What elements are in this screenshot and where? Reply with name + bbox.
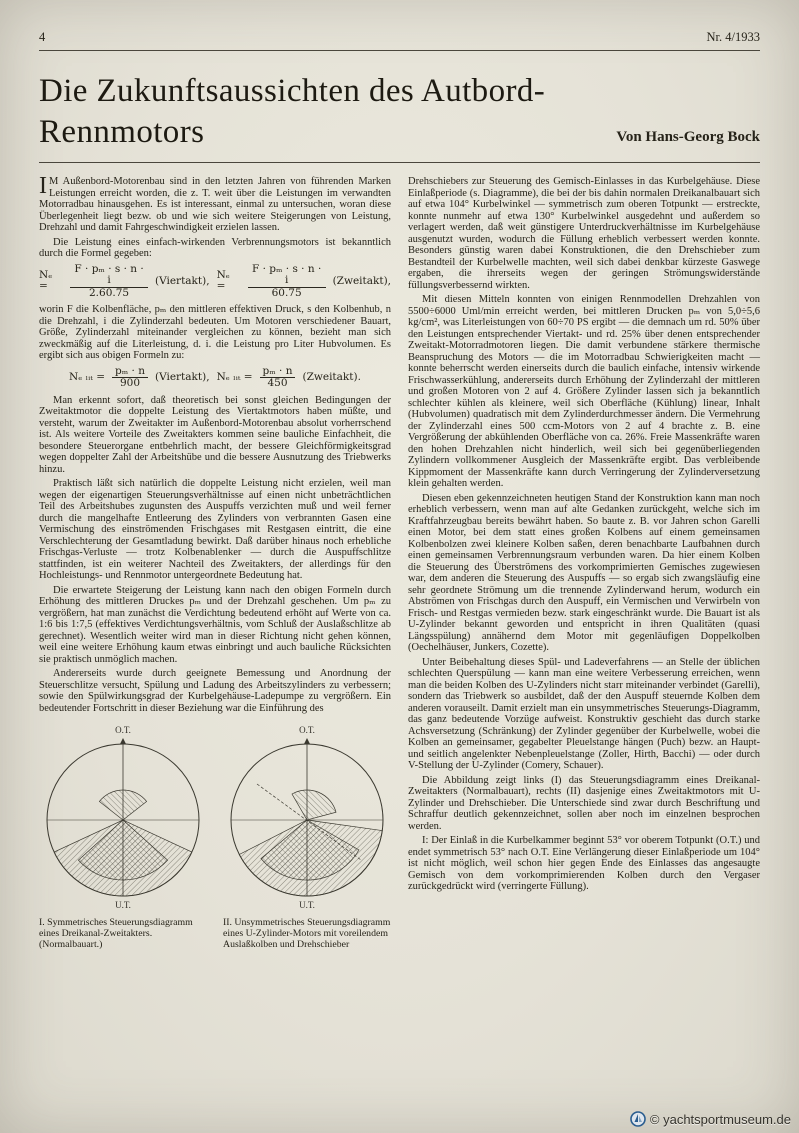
denominator: 450 [267, 377, 288, 390]
ot-label: O.T. [299, 725, 315, 736]
article-body [39, 173, 760, 951]
watermark [630, 1111, 791, 1127]
paragraph: I: Der Einlaß in die Kurbelkammer beginnt 53° vor oberem Totpunkt (O.T.) und endet symmetrisch 53° nach O.T. Eine Verlängerung dieser Einlaßperiode um 104° ist nicht möglich, weil schon hier gegen Ende des Einlasses das angesaugte Gemisch von dem vorkomprimierenden Kolben durch den Vergaser zurückgedrückt wird (verringerte Füllung). [408, 835, 760, 892]
paragraph: Mit diesen Mitteln konnten von einigen Rennmodellen Drehzahlen von 5500÷6000 Uml/min erreicht werden, bei mittleren Drucken pₘ von 5,0÷5,6 kg/cm², was Literleistungen von 60÷70 PS ergibt — die demnach um rd. 50% über den Leistungen entsprechender Viertakt- und rd. 25% über denen entsprechender Zweitakt-Motorradmotoren liegen. Die damit verbundene stärkere thermische Beanspruchung des Motors — die im Motorradbau Schwierigkeiten macht — konnte beherrscht werden einerseits durch die baulich einfache, intensiv wirkende Frischwasserkühlung, andererseits durch Erhöhung der Zylinderzahl der mittleren und großen Motoren von 2 auf 4. Größere Zylinder lassen sich ja bekanntlich schlechter kühlen als kleinere, weil sich Oberfläche (Kühlung) linear, Inhalt (Hubvolumen) quadratisch mit dem Zylinderdurchmesser ändern. Die Vermehrung der Zylinderzahl eines 500 ccm-Motors von 2 auf 4 brachte z. B. eine Vergrößerung der abkühlenden Oberfläche von ca. 26%. Freie Massenkräfte waren den hohen Drehzahlen nicht hinderlich, weil sich bei gegenüberliegenden Zylindern vollkommener Ausgleich der Massenkräfte ergibt. Das verbleibende Kippmoment der Massenkräfte kann durch Verringerung der Zylinderversetzung klein gehalten werden. [408, 294, 760, 489]
paragraph-text: M Außenbord-Motorenbau sind in den letzten Jahren von führenden Marken Leistungen erreicht worden, die z. T. weit über die Leistungen im verwandten Motorradbau hinausgehen. Es ist interessant, einmal zu untersuchen, woran diese Überlegenheit liegt bezw. ob und wie sich weitere Steigerungen von Leistung, Drehzahl und damit Fahrgeschwindigkeit erzielen lassen. [39, 176, 391, 233]
watermark-text: © yachtsportmuseum.de [649, 1111, 791, 1127]
title-line-2: Rennmotors [39, 114, 205, 150]
paragraph [39, 173, 391, 234]
paragraph: Drehschiebers zur Steuerung des Gemisch-Einlasses in das Kurbelgehäuse. Diese Einlaßperiode (s. Diagramme), die bei der bis dahin normalen Dreikanalbauart sich auf etwa 104° Kurbelwinkel — symmetrisch zum oberen Totpunkt — erstreckte, konnte nunmehr auf etwa 130° Kurbelwinkel ausgedehnt und außerdem so verlagert werden, daß weit günstigere Unterdruckverhältnisse im Kurbelgehäuse ausgenutzt wurden, wodurch die Füllung erheblich verbessert werden konnte. Besonders günstig waren dabei Konstruktionen, die den Drehschieber zum Bestandteil der Kurbelwelle machten, weil sich dabei denkbar kürzeste Gaswege ergaben, die ihrerseits wegen der geringen Strömungswiderstände füllungsverbessernd wirkten. [408, 176, 760, 291]
ut-label: U.T. [299, 900, 315, 911]
numerator: F · pₘ · s · n · i [248, 264, 326, 288]
masthead-rule [39, 162, 760, 163]
formula-lhs: Nₑ = [39, 268, 53, 293]
caption-diagram-i: I. Symmetrisches Steuerungsdiagramm eines Dreikanal-Zweitakters. (Normalbauart.) [39, 917, 193, 951]
numerator: pₘ · n [260, 366, 296, 379]
page-header [39, 30, 760, 45]
formula-tag: (Zweitakt), [332, 274, 392, 287]
header-rule [39, 50, 760, 51]
timing-diagrams [39, 722, 391, 914]
formula-lhs: Nₑ = [216, 268, 230, 293]
paragraph: Andererseits wurde durch geeignete Bemessung und Anordnung der Steuerschlitze versucht, Spülung und Ladung des Arbeitszylinders zu verbessern; sowie den Spülwirkungsgrad der Kurbelgehäuse-Ladepumpe zu vergrößern. Ein bedeutender Fortschritt in dieser Beziehung war die Einführung des [39, 668, 391, 714]
fraction [260, 366, 296, 390]
paragraph: Unter Beibehaltung dieses Spül- und Ladeverfahrens — an Stelle der üblichen schlechten Querspülung — kann man eine weitere Verbesserung erreichen, wenn man die beiden Kolben des U-Zylinders nicht starr miteinander verbindet (Garelli), sondern das Triebwerk so ausbildet, daß der den Auspuff steuernde Kolben dem anderen vorauseilt. Damit erzielt man ein unsymmetrisches Steuerungs-Diagramm, das ganz bedeutende Vorzüge aufweist. Konstruktiv geschieht das durch starke Achsversetzung (Schränkung) der Zylinder gegenüber der Kurbelwelle, wobei die Kolben an gemeinsamer, gegabelter Pleuelstange hängen (Puch) bezw. an Haupt- und seitlich angelenkter Nebenpleuelstange (Zoller, Hirth, Bacchi) — oder durch V-Stellung der U-Zylinder (Comery, Schauer). [408, 656, 760, 771]
paragraph: Diesen eben gekennzeichneten heutigen Stand der Konstruktion kann man noch erheblich verbessern, wenn man auf alte Gedanken zurückgeht, welche sich im Kraftfahrzeugbau bereits bewährt haben. So baute z. B. vor Jahren schon Garelli einen Motor, bei dem statt eines großen Kolbens auf einem gemeinsamen Kolbenbolzen zwei kleinere Kolben saßen, deren benachbarte Laufbahnen durch einen gemeinsamen Verbrennungsraum verbunden waren. Da hier einem Kolben die Steuerung des Überströmens des vorkomprimierten Gemisches zugewiesen war, dem anderen die Steuerung des Auspuffs — so ergab sich zwangsläufig eine sehr geordnete Strömung um die trennende Zylinderwand herum, wodurch ein Abströmen von Frischgas durch den Auspuff, ein Vermischen und Verwirbeln von Frisch- und Restgas vermieden bezw. stark eingeschränkt wurde. Die Bauart ist als U-Zylinder bekannt geworden und entspricht in ihren Qualitäten (quasi Längsspülung) annähernd dem Motor mit gegenläufigen Doppelkolben (Oechelhäuser, Junkers, Cozette). [408, 492, 760, 653]
paragraph: Praktisch läßt sich natürlich die doppelte Leistung nicht erzielen, weil man wegen der eigenartigen Steuerungsverhältnisse auf einen nicht unbeträchtlichen Teil des Arbeitshubes zugunsten des Auspuffs verzichten muß und weil ferner durch die mangelhafte Entleerung des Zylinders von verbrannten Gasen eine Vermischung des einströmenden Frischgases mit Restgasen eintritt, die eine Verschlechterung der Gesamtladung bewirkt. Daß darüber hinaus noch erhebliche Frischgas-Verluste — trotz Kolbenablenker — durch die Auspuffschlitze stattfinden, ist ein weiterer Nachteil des Zweitakters, der allerdings für den Hochleistungs- und Rennmotor untergeordnete Bedeutung hat. [39, 478, 391, 582]
diagram-i-figure [39, 722, 207, 914]
paragraph: Die erwartete Steigerung der Leistung kann nach den obigen Formeln durch Erhöhung des mittleren Druckes pₘ und der Drehzahl geschehen. Um pₘ zu vergrößern, hat man zunächst die Verdichtung bedeutend erhöht auf Werte von ca. 1:6 bis 1:7,5 (effektives Verdichtungsverhältnis, vom Schluß der Auslaßschlitze ab gerechnet). Wesentlich weiter wird man in dieser Richtung nicht gehen können, weil eine weitere Erhöhung kaum etwas einbringt und auch bauliche Rücksichten sie praktisch unmöglich machen. [39, 584, 391, 665]
denominator: 60.75 [271, 286, 302, 299]
paragraph: Die Leistung eines einfach-wirkenden Verbrennungsmotors ist bekanntlich durch die Formel gegeben: [39, 236, 391, 259]
ot-arrow-icon [120, 738, 126, 744]
left-column [39, 173, 392, 951]
formula-lhs: Nₑ ₗᵢₜ = [216, 370, 253, 383]
formula-tag: (Viertakt), [154, 370, 210, 383]
fraction [248, 264, 326, 300]
issue-number: Nr. 4/1933 [706, 30, 760, 44]
denominator: 900 [119, 377, 141, 390]
ot-arrow-icon [304, 738, 310, 744]
formula-tag: (Zweitakt). [302, 370, 361, 383]
figure-captions [39, 917, 391, 950]
formula-lhs: Nₑ ₗᵢₜ = [69, 370, 106, 383]
diagram-ii-figure [223, 722, 391, 914]
paragraph: Die Abbildung zeigt links (I) das Steuerungsdiagramm eines Dreikanal-Zweitakters (Normalbauart), rechts (II) dasjenige eines Zweitaktmotors mit U-Zylinder und Drehschieber. Die Unterschiede sind zwar durch Beschriftung und Schraffur deutlich gekennzeichnet, sollen aber noch im einzelnen besprochen werden. [408, 774, 760, 832]
ot-label: O.T. [115, 725, 131, 736]
numerator: pₘ · n [112, 366, 148, 379]
formula-nelit [39, 366, 391, 390]
page-number: 4 [39, 30, 46, 44]
paragraph: worin F die Kolbenfläche, pₘ den mittleren effektiven Druck, s den Kolbenhub, n die Drehzahl, i die Zylinderzahl bedeuten. Um Motoren verschiedener Bauart, Größe, Zylinderzahl miteinander vergleichen zu können, bezieht man sich zweckmäßig auf die Literleistung, d. i. die Leistung pro Liter Hubvolumen. Es ergibt sich aus obigen Formeln zu: [39, 304, 391, 362]
masthead [39, 71, 760, 153]
fraction [112, 366, 148, 390]
formula-tag: (Viertakt), [154, 274, 210, 287]
drop-cap: I [39, 173, 47, 199]
right-column [408, 176, 760, 950]
numerator: F · pₘ · s · n · i [70, 264, 148, 288]
formula-ne [39, 264, 391, 300]
denominator: 2.60.75 [89, 286, 130, 299]
paragraph: Man erkennt sofort, daß theoretisch bei sonst gleichen Bedingungen der Zweitaktmotor die doppelte Leistung des Viertaktmotors haben müßte, und versteht, warum der Zweitakter im Außenbord-Motorenbau absolut vorherrschend ist. Als weitere Vorteile des Zweitakters kommen seine bauliche Einfachheit, die besondere Steuerorgane entbehrlich macht, der bessere Gleichförmigkeitsgrad wegen doppelter Zahl der Arbeitshübe und die bessere Ausnutzung des Triebwerks hinzu. [39, 394, 391, 475]
title-line-1: Die Zukunftsaussichten des Autbord- [39, 73, 546, 109]
caption-diagram-ii: II. Unsymmetrisches Steuerungsdiagramm eines U-Zylinder-Motors mit voreilendem Auslaßkolben und Drehschieber [223, 917, 391, 951]
fraction [70, 264, 148, 300]
yachtsportmuseum-logo-icon [630, 1111, 646, 1127]
byline: Von Hans-Georg Bock [616, 129, 760, 145]
ut-label: U.T. [115, 900, 131, 911]
